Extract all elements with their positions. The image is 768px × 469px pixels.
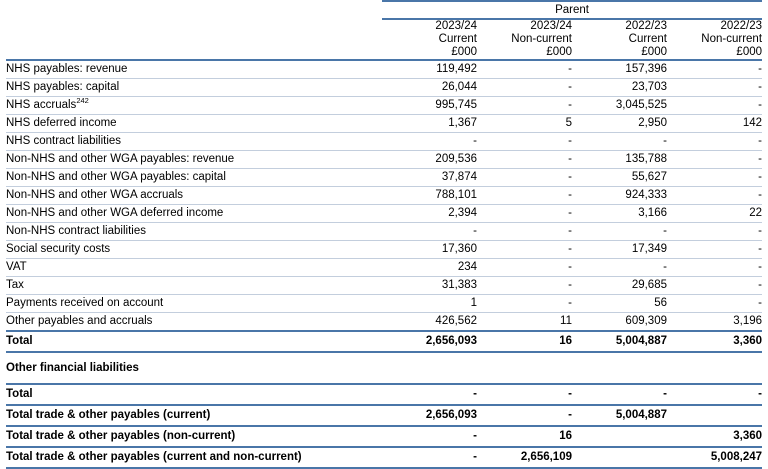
column-header-4-type: Non-current	[701, 33, 763, 45]
table-row	[6, 79, 762, 97]
row-value-1: 209,536	[382, 151, 477, 169]
row-label: Non-NHS and other WGA payables: capital	[6, 169, 382, 187]
row-value-3: 17,349	[572, 241, 667, 259]
column-header-4	[667, 19, 762, 60]
row-value-1: -	[382, 133, 477, 151]
row-value-3: -	[572, 133, 667, 151]
section-total-row	[6, 384, 762, 405]
total-row-label: Total	[6, 331, 382, 352]
table-row	[6, 187, 762, 205]
column-header-1-units: £000	[451, 46, 477, 58]
total-row-value-3: 5,004,887	[572, 331, 667, 352]
summary-row-value-1: -	[382, 447, 477, 468]
column-header-3-type: Current	[628, 33, 667, 45]
section-total-row-value-3: -	[572, 384, 667, 405]
summary-row-value-4: 3,360	[667, 426, 762, 447]
table-row	[6, 133, 762, 151]
summary-row-value-2: 16	[477, 426, 572, 447]
row-value-4: 22	[667, 205, 762, 223]
column-header-1-year: 2023/24	[435, 20, 477, 32]
row-value-1: 37,874	[382, 169, 477, 187]
row-value-2: -	[477, 205, 572, 223]
row-label: Payments received on account	[6, 295, 382, 313]
row-value-2: -	[477, 223, 572, 241]
row-value-1: 788,101	[382, 187, 477, 205]
column-header-4-units: £000	[736, 46, 763, 58]
row-value-3: 3,045,525	[572, 97, 667, 115]
group-header-row	[6, 1, 762, 19]
table-row	[6, 241, 762, 259]
table-head	[6, 1, 762, 60]
row-label: Non-NHS contract liabilities	[6, 223, 382, 241]
section-total-row-label: Total	[6, 384, 382, 405]
row-value-4: 3,196	[667, 313, 762, 332]
row-value-4: -	[667, 97, 762, 115]
table-row	[6, 295, 762, 313]
summary-row-value-4: 5,008,247	[667, 447, 762, 468]
section-header-row	[6, 352, 762, 384]
summary-row-label: Total trade & other payables (current)	[6, 405, 382, 426]
row-label: Non-NHS and other WGA accruals	[6, 187, 382, 205]
column-header-4-year: 2022/23	[720, 20, 763, 32]
row-value-2: -	[477, 60, 572, 79]
column-header-3	[572, 19, 667, 60]
row-value-2: -	[477, 133, 572, 151]
row-value-4: -	[667, 295, 762, 313]
row-value-3: 29,685	[572, 277, 667, 295]
table-row	[6, 313, 762, 332]
row-value-3: -	[572, 259, 667, 277]
row-value-2: 5	[477, 115, 572, 133]
section-total-row-value-4: -	[667, 384, 762, 405]
row-value-4: -	[667, 277, 762, 295]
row-value-3: 2,950	[572, 115, 667, 133]
row-value-4: -	[667, 133, 762, 151]
row-value-1: 119,492	[382, 60, 477, 79]
table-row	[6, 223, 762, 241]
row-value-2: -	[477, 169, 572, 187]
column-header-label-blank	[6, 19, 382, 60]
summary-row-value-3	[572, 426, 667, 447]
row-value-3: 3,166	[572, 205, 667, 223]
summary-row	[6, 405, 762, 426]
row-label: NHS payables: revenue	[6, 60, 382, 79]
column-header-2-year: 2023/24	[530, 20, 572, 32]
table-row	[6, 97, 762, 115]
row-label: VAT	[6, 259, 382, 277]
section-total-row-value-1: -	[382, 384, 477, 405]
total-row	[6, 331, 762, 352]
table-row	[6, 169, 762, 187]
summary-row-value-3	[572, 447, 667, 468]
row-label: NHS payables: capital	[6, 79, 382, 97]
summary-row	[6, 447, 762, 468]
row-value-4: 142	[667, 115, 762, 133]
summary-row-value-2: -	[477, 405, 572, 426]
trade-and-other-payables-table	[6, 0, 762, 469]
row-value-1: 234	[382, 259, 477, 277]
table-row	[6, 277, 762, 295]
row-value-1: 995,745	[382, 97, 477, 115]
total-row-value-2: 16	[477, 331, 572, 352]
summary-row-value-4	[667, 405, 762, 426]
row-label: NHS contract liabilities	[6, 133, 382, 151]
row-value-1: 1	[382, 295, 477, 313]
summary-row-label: Total trade & other payables (non-current)	[6, 426, 382, 447]
table-row	[6, 115, 762, 133]
group-header-parent: Parent	[382, 1, 762, 19]
table-body	[6, 60, 762, 468]
column-header-row	[6, 19, 762, 60]
total-row-value-1: 2,656,093	[382, 331, 477, 352]
summary-row-value-1: -	[382, 426, 477, 447]
summary-row-label: Total trade & other payables (current and non-current)	[6, 447, 382, 468]
row-value-4: -	[667, 223, 762, 241]
row-value-3: 135,788	[572, 151, 667, 169]
row-value-2: -	[477, 277, 572, 295]
row-value-1: 17,360	[382, 241, 477, 259]
row-value-2: -	[477, 295, 572, 313]
row-value-4: -	[667, 169, 762, 187]
row-value-3: 924,333	[572, 187, 667, 205]
row-label: Non-NHS and other WGA payables: revenue	[6, 151, 382, 169]
row-value-4: -	[667, 79, 762, 97]
row-value-3: 609,309	[572, 313, 667, 332]
column-header-3-units: £000	[641, 46, 667, 58]
row-label: Non-NHS and other WGA deferred income	[6, 205, 382, 223]
table-row	[6, 205, 762, 223]
summary-row-value-3: 5,004,887	[572, 405, 667, 426]
column-header-2-type: Non-current	[511, 33, 572, 45]
group-header-spacer	[6, 1, 382, 19]
section-header-other-financial-liabilities: Other financial liabilities	[6, 362, 139, 374]
row-value-1: 426,562	[382, 313, 477, 332]
row-value-3: 56	[572, 295, 667, 313]
summary-row-value-1: 2,656,093	[382, 405, 477, 426]
row-value-4: -	[667, 151, 762, 169]
row-value-3: 157,396	[572, 60, 667, 79]
row-value-3: 23,703	[572, 79, 667, 97]
row-value-4: -	[667, 60, 762, 79]
column-header-2	[477, 19, 572, 60]
table-row	[6, 259, 762, 277]
row-label: NHS deferred income	[6, 115, 382, 133]
footnote-reference: 242	[76, 96, 89, 106]
row-value-4: -	[667, 241, 762, 259]
row-label: Tax	[6, 277, 382, 295]
row-value-1: 1,367	[382, 115, 477, 133]
column-header-1	[382, 19, 477, 60]
row-value-2: -	[477, 79, 572, 97]
row-value-3: 55,627	[572, 169, 667, 187]
row-value-1: 26,044	[382, 79, 477, 97]
row-value-4: -	[667, 259, 762, 277]
row-value-3: -	[572, 223, 667, 241]
row-value-2: 11	[477, 313, 572, 332]
row-label: NHS accruals$^{242}$	[6, 97, 382, 115]
row-label: Social security costs	[6, 241, 382, 259]
row-value-2: -	[477, 187, 572, 205]
column-header-3-year: 2022/23	[625, 20, 667, 32]
row-value-1: 2,394	[382, 205, 477, 223]
row-value-2: -	[477, 151, 572, 169]
section-total-row-value-2: -	[477, 384, 572, 405]
row-value-1: -	[382, 223, 477, 241]
total-row-value-4: 3,360	[667, 331, 762, 352]
column-header-2-units: £000	[546, 46, 572, 58]
row-value-2: -	[477, 241, 572, 259]
row-value-2: -	[477, 259, 572, 277]
summary-row-value-2: 2,656,109	[477, 447, 572, 468]
table-row	[6, 151, 762, 169]
row-value-1: 31,383	[382, 277, 477, 295]
table-row	[6, 60, 762, 79]
summary-row	[6, 426, 762, 447]
row-label: Other payables and accruals	[6, 313, 382, 332]
row-value-2: -	[477, 97, 572, 115]
row-value-4: -	[667, 187, 762, 205]
column-header-1-type: Current	[438, 33, 477, 45]
